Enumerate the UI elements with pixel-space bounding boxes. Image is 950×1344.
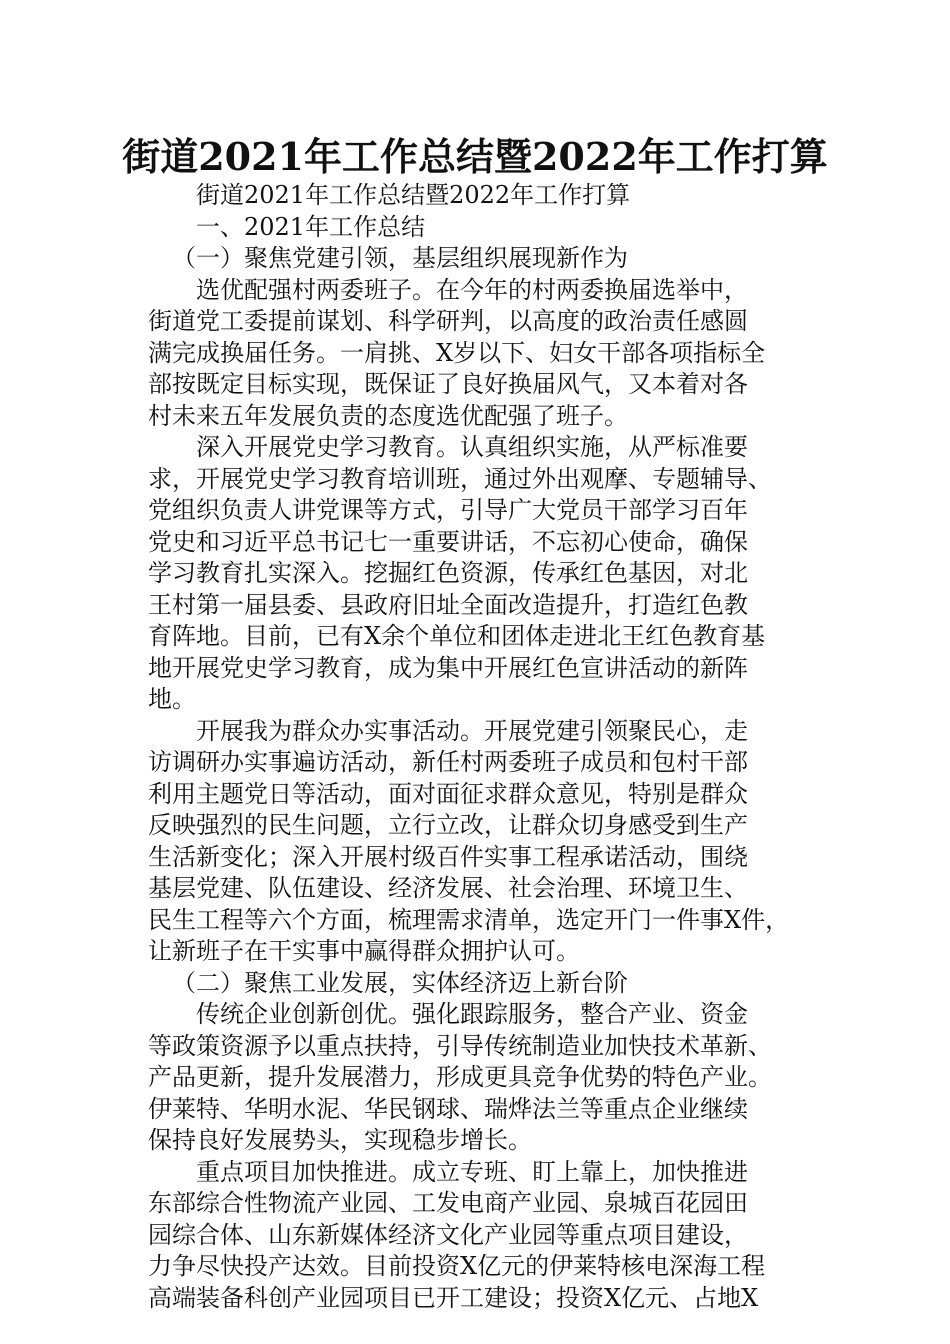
text-line: 满完成换届任务。一肩挑、X岁以下、妇女干部各项指标全: [148, 338, 766, 367]
text-line: （一）聚焦党建引领，基层组织展现新作为: [172, 244, 628, 272]
text-line: 基层党建、队伍建设、经济发展、社会治理、环境卫生、: [148, 874, 748, 902]
text-line: 民生工程等六个方面，梳理需求清单，选定开门一件事X件，: [148, 905, 790, 934]
text-line: 求，开展党史学习教育培训班，通过外出观摩、专题辅导、: [148, 464, 772, 493]
text-line: 党组织负责人讲党课等方式，引导广大党员干部学习百年: [148, 496, 748, 524]
text-line: 王村第一届县委、县政府旧址全面改造提升，打造红色教: [148, 590, 748, 619]
text-line: 街道2021年工作总结暨2022年工作打算: [196, 181, 631, 209]
text-line: 让新班子在干实事中赢得群众拥护认可。: [148, 937, 580, 965]
text-line: 力争尽快投产达效。目前投资X亿元的伊莱特核电深海工程: [148, 1252, 766, 1280]
text-line: 学习教育扎实深入。挖掘红色资源，传承红色基因，对北: [148, 559, 748, 587]
text-line: 生活新变化；深入开展村级百件实事工程承诺活动，围绕: [148, 842, 748, 871]
text-line: 村未来五年发展负责的态度选优配强了班子。: [148, 401, 628, 430]
text-line: 街道党工委提前谋划、科学研判，以高度的政治责任感圆: [148, 307, 748, 335]
text-line: 产品更新，提升发展潜力，形成更具竞争优势的特色产业。: [148, 1063, 772, 1091]
text-line: 党史和习近平总书记七一重要讲话，不忘初心使命，确保: [148, 527, 748, 556]
text-line: 反映强烈的民生问题，立行立改，让群众切身感受到生产: [148, 811, 748, 839]
text-line: 伊莱特、华明水泥、华民钢球、瑞烨法兰等重点企业继续: [148, 1094, 748, 1123]
text-line: （二）聚焦工业发展，实体经济迈上新台阶: [172, 968, 628, 997]
text-line: 育阵地。目前，已有X余个单位和团体走进北王红色教育基: [148, 622, 766, 650]
text-line: 传统企业创新创优。强化跟踪服务，整合产业、资金: [196, 1000, 748, 1028]
text-line: 一、2021年工作总结: [196, 212, 426, 241]
text-line: 地。: [148, 685, 196, 713]
text-line: 保持良好发展势头，实现稳步增长。: [148, 1126, 532, 1154]
text-line: 利用主题党日等活动，面对面征求群众意见，特别是群众: [148, 779, 748, 808]
text-line: 重点项目加快推进。成立专班、盯上靠上，加快推进: [196, 1157, 748, 1186]
text-line: 深入开展党史学习教育。认真组织实施，从严标准要: [196, 433, 748, 461]
text-line: 东部综合性物流产业园、工发电商产业园、泉城百花园田: [148, 1189, 748, 1217]
document-title: 街道2021年工作总结暨2022年工作打算: [122, 134, 828, 179]
text-line: 选优配强村两委班子。在今年的村两委换届选举中，: [196, 275, 748, 304]
text-line: 开展我为群众办实事活动。开展党建引领聚民心，走: [196, 716, 748, 745]
text-line: 部按既定目标实现，既保证了良好换届风气，又本着对各: [148, 370, 748, 398]
document-body: [148, 180, 808, 1314]
text-line: 地开展党史学习教育，成为集中开展红色宣讲活动的新阵: [148, 653, 748, 682]
text-line: 高端装备科创产业园项目已开工建设；投资X亿元、占地X: [148, 1283, 759, 1312]
text-line: 等政策资源予以重点扶持，引导传统制造业加快技术革新、: [148, 1031, 772, 1060]
text-line: 园综合体、山东新媒体经济文化产业园等重点项目建设，: [148, 1220, 748, 1249]
text-line: 访调研办实事遍访活动，新任村两委班子成员和包村干部: [148, 748, 748, 776]
